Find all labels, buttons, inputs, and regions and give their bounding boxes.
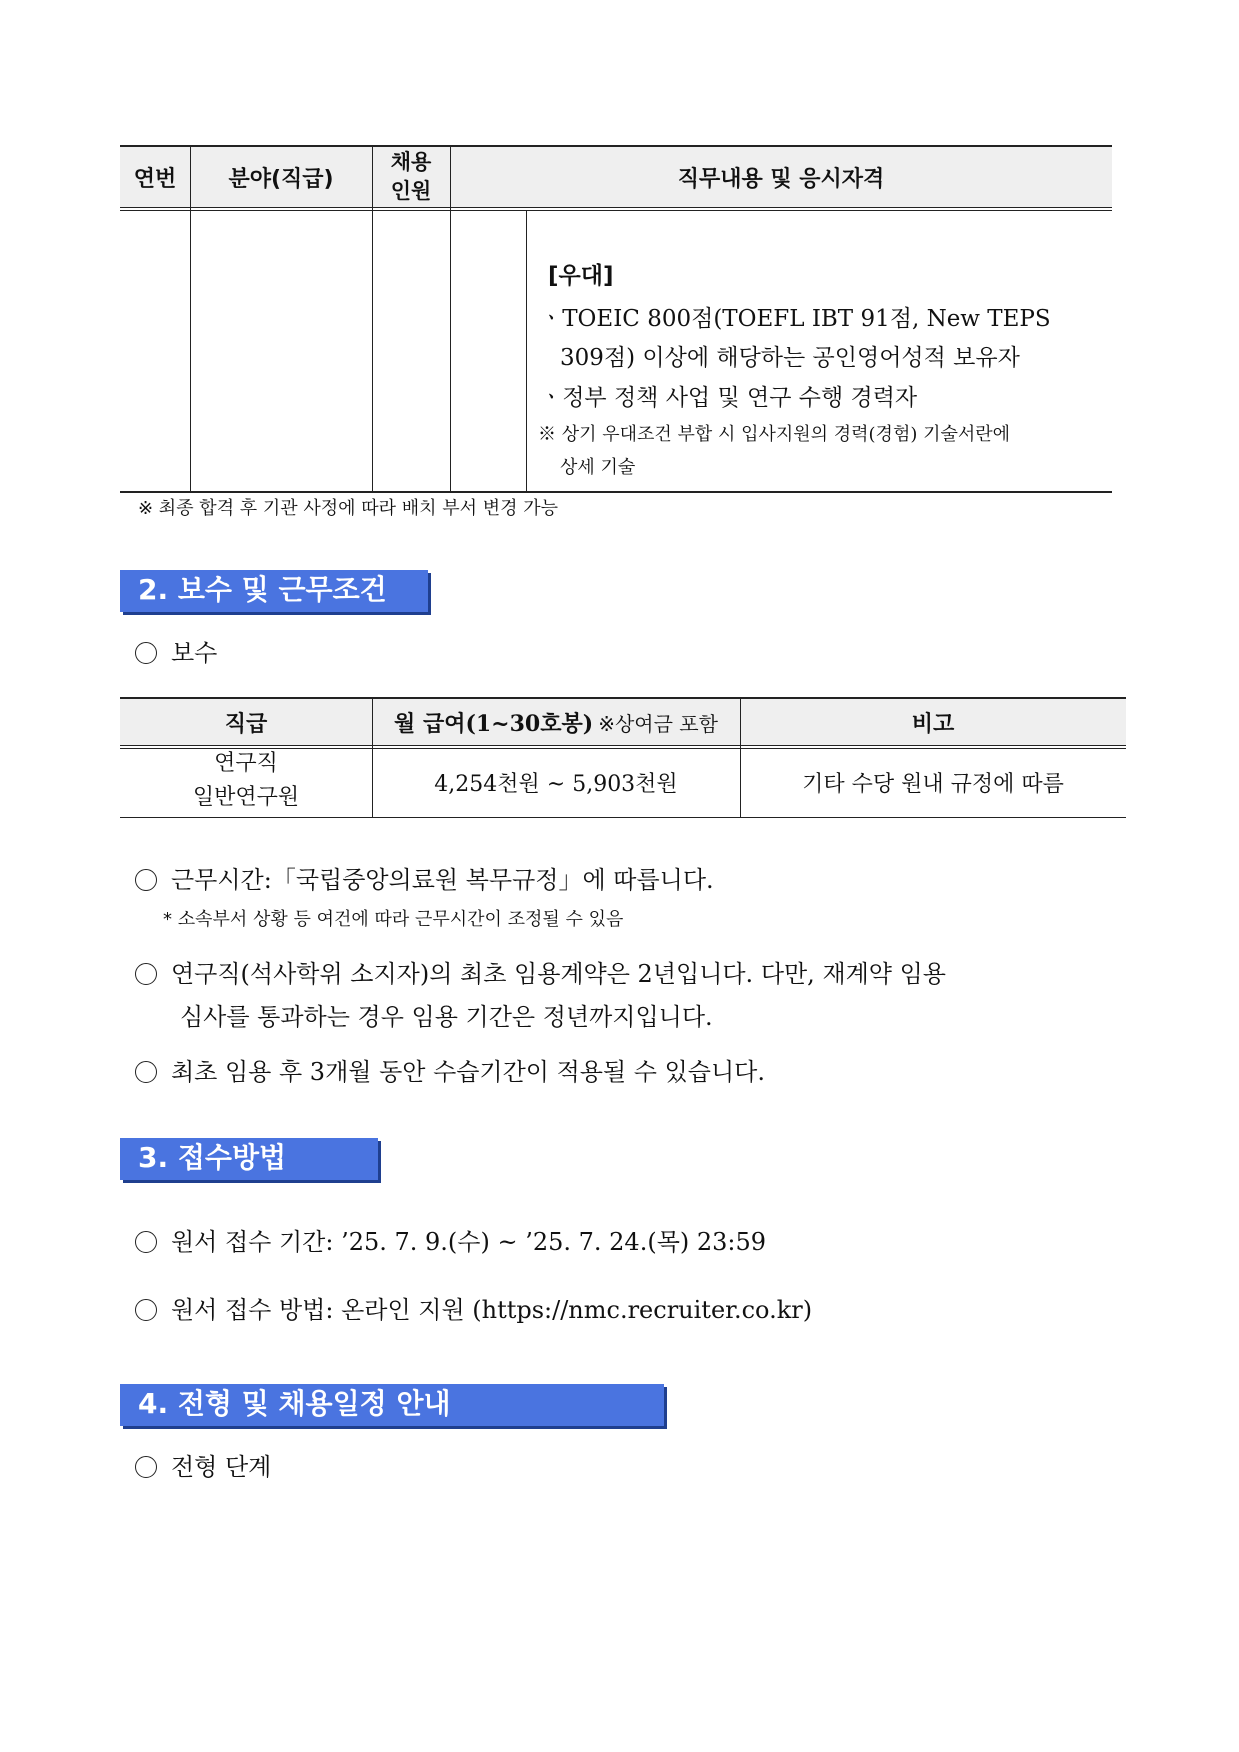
section-title-application: 3. 접수방법 [120, 1138, 378, 1180]
bullet-contract [135, 954, 946, 989]
circle-bullet-icon [135, 869, 157, 891]
header-duty: 직무내용 및 응시자격 [677, 167, 885, 192]
circle-bullet-icon [135, 1456, 157, 1478]
section-title-schedule: 4. 전형 및 채용일정 안내 [120, 1384, 664, 1426]
section-title-pay: 2. 보수 및 근무조건 [120, 570, 428, 612]
benefit-title: [우대] [548, 263, 614, 289]
salary-row-grade [120, 747, 372, 815]
bullet-application-method [135, 1290, 812, 1325]
bullet-stages [135, 1447, 271, 1482]
bullet-work-hours [135, 860, 714, 895]
table-header-divider [120, 210, 1112, 211]
table-column-line [450, 147, 451, 491]
table-bottom-border [120, 491, 1112, 493]
salary-table-header-divider [120, 745, 1126, 746]
circle-bullet-icon [135, 1231, 157, 1253]
work-hours-note: * 소속부서 상황 등 여건에 따라 근무시간이 조정될 수 있음 [163, 909, 624, 930]
salary-header-pay [372, 707, 740, 738]
circle-bullet-icon [135, 1061, 157, 1083]
bullet-probation [135, 1052, 765, 1087]
bullet-text: 근무시간:「국립중앙의료원 복무규정」에 따릅니다. [171, 866, 714, 894]
table-header-divider [120, 207, 1112, 208]
circle-bullet-icon [135, 642, 157, 664]
salary-header-pay-note: ※상여금 포함 [598, 712, 718, 736]
benefit-note: ※ 상기 우대조건 부합 시 입사지원의 경력(경험) 기술서란에 [538, 424, 1011, 445]
table-column-line [190, 147, 191, 491]
benefit-note: 상세 기술 [560, 457, 636, 478]
circle-bullet-icon [135, 1299, 157, 1321]
header-hire-count [372, 148, 450, 206]
benefit-item-line: ㆍ정부 정책 사업 및 연구 수행 경력자 [540, 385, 918, 411]
salary-header-grade: 직급 [224, 712, 268, 737]
salary-grade-line1: 연구직 [214, 751, 278, 776]
benefit-item-line: 309점) 이상에 해당하는 공인영어성적 보유자 [560, 345, 1020, 371]
bullet-text: 연구직(석사학위 소지자)의 최초 임용계약은 2년입니다. 다만, 재계약 임용 [171, 960, 946, 988]
header-hire-line2: 인원 [390, 179, 432, 203]
bullet-text: 원서 접수 기간: ’25. 7. 9.(수) ~ ’25. 7. 24.(목) 23:59 [171, 1228, 767, 1256]
salary-table-bottom-border [120, 817, 1126, 818]
header-hire-line1: 채용 [390, 150, 432, 174]
salary-row-remark: 기타 수당 원내 규정에 따름 [802, 772, 1064, 797]
circle-bullet-icon [135, 963, 157, 985]
bullet-pay [135, 633, 217, 668]
bullet-text: 원서 접수 방법: 온라인 지원 (https://nmc.recruiter.co.kr) [171, 1296, 813, 1324]
salary-grade-line2: 일반연구원 [192, 785, 300, 810]
bullet-text: 전형 단계 [171, 1453, 272, 1481]
contract-continuation: 심사를 통과하는 경우 임용 기간은 정년까지입니다. [180, 1003, 713, 1031]
bullet-application-period [135, 1222, 766, 1257]
table-column-line [526, 211, 527, 491]
bullet-text: 최초 임용 후 3개월 동안 수습기간이 적용될 수 있습니다. [171, 1058, 765, 1086]
salary-header-pay-main: 월 급여(1~30호봉) [394, 711, 594, 737]
header-no: 연번 [133, 167, 177, 192]
salary-header-remark: 비고 [911, 712, 955, 737]
header-field: 분야(직급) [228, 167, 334, 192]
bullet-text: 보수 [171, 639, 218, 667]
salary-row-pay: 4,254천원 ~ 5,903천원 [434, 772, 678, 797]
benefit-item-line: ㆍTOEIC 800점(TOEFL IBT 91점, New TEPS [540, 306, 1051, 332]
table-footnote: ※ 최종 합격 후 기관 사정에 따라 배치 부서 변경 가능 [138, 498, 559, 519]
